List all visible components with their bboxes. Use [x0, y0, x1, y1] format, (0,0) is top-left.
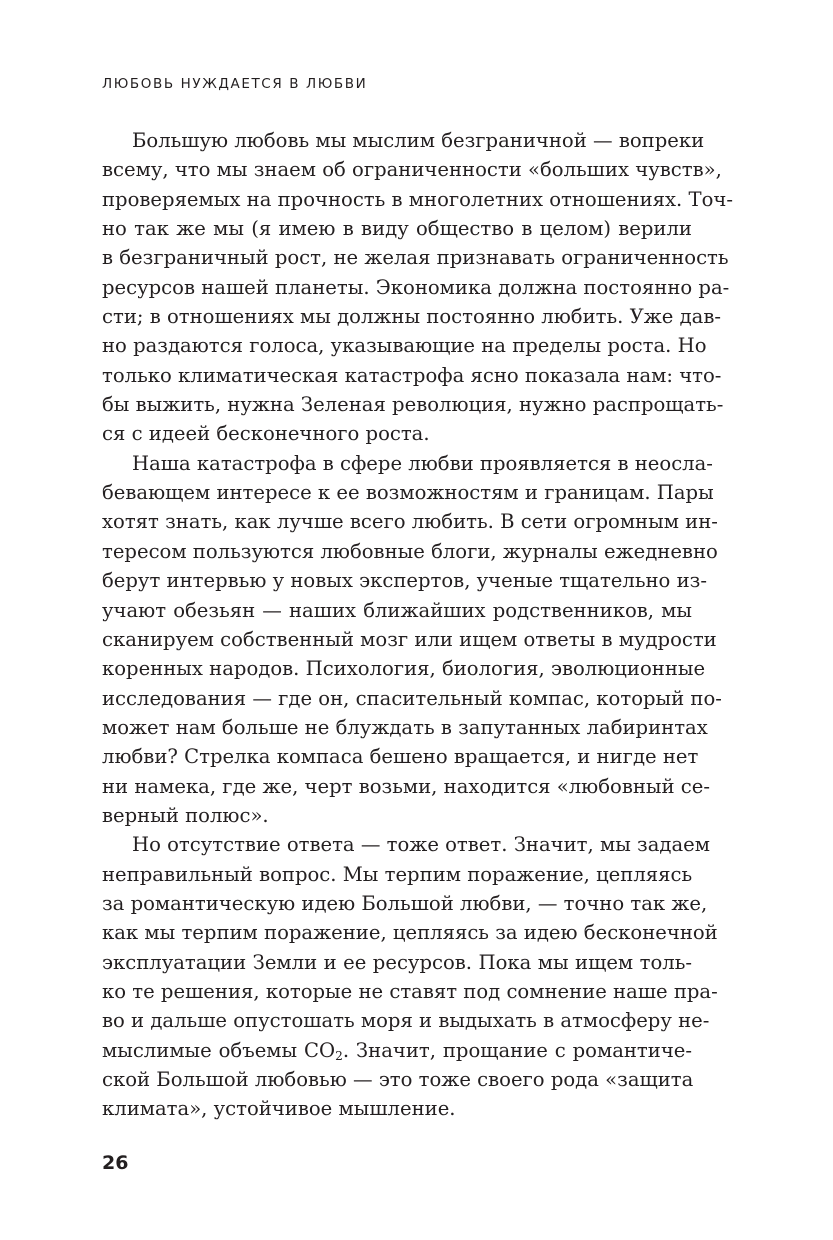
- text-line: эксплуатации Земли и ее ресурсов. Пока мы ищем толь-: [102, 950, 692, 974]
- text-line: Большую любовь мы мыслим безграничной — вопреки: [132, 129, 705, 152]
- text-line: только климатическая катастрофа ясно показала нам: что-: [102, 363, 722, 387]
- text-line: ской Большой любовью — это тоже своего рода «защита: [102, 1068, 694, 1091]
- text-fragment: . Значит, прощание с романтиче-: [342, 1038, 693, 1062]
- text-line: бевающем интересе к ее возможностям и границам. Пары: [102, 481, 714, 505]
- subscript-two: 2: [335, 1048, 343, 1063]
- paragraph-2: [102, 449, 722, 830]
- text-line: в безграничный рост, не желая признавать ограниченность: [102, 246, 729, 270]
- text-line: всему, что мы знаем об ограниченности «больших чувств»,: [102, 158, 722, 182]
- text-line-co2: [102, 1036, 692, 1065]
- paragraph-3: [102, 830, 718, 1123]
- text-line: бы выжить, нужна Зеленая революция, нужно распрощать-: [102, 393, 724, 417]
- text-line: климата», устойчивое мышление.: [102, 1097, 456, 1121]
- text-line: Наша катастрофа в сфере любви проявляется в неосла-: [132, 451, 713, 475]
- text-line: хотят знать, как лучше всего любить. В сети огромным ин-: [102, 510, 718, 534]
- text-fragment: мыслимые объемы CO: [102, 1038, 336, 1062]
- text-line: сканируем собственный мозг или ищем ответы в мудрости: [102, 627, 717, 651]
- text-line: любви? Стрелка компаса бешено вращается, и нигде нет: [102, 745, 699, 769]
- text-line: ресурсов нашей планеты. Экономика должна постоянно ра-: [102, 275, 730, 299]
- text-line: коренных народов. Психология, биология, эволюционные: [102, 657, 706, 681]
- text-line: ко те решения, которые не ставят под сомнение наше пра-: [102, 979, 718, 1003]
- text-line: как мы терпим поражение, цепляясь за идею бесконечной: [102, 921, 718, 945]
- text-line: неправильный вопрос. Мы терпим поражение, цепляясь: [102, 862, 693, 886]
- text-line: исследования — где он, спасительный компас, который по-: [102, 686, 722, 710]
- page-number: 26: [102, 1152, 129, 1174]
- text-line: но так же мы (я имею в виду общество в целом) верили: [102, 217, 692, 241]
- text-line: за романтическую идею Большой любви, — точно так же,: [102, 891, 708, 915]
- body-text: [102, 126, 733, 1124]
- text-line: берут интервью у новых экспертов, ученые тщательно из-: [102, 569, 707, 593]
- text-line: проверяемых на прочность в многолетних отношениях. Точ-: [102, 187, 733, 211]
- text-line: сти; в отношениях мы должны постоянно любить. Уже дав-: [102, 305, 722, 329]
- text-line: верный полюс».: [102, 803, 269, 827]
- text-line: Но отсутствие ответа — тоже ответ. Значит, мы задаем: [132, 833, 710, 857]
- text-line: во и дальше опустошать моря и выдыхать в атмосферу не-: [102, 1009, 710, 1033]
- paragraph-1: [102, 126, 733, 449]
- text-line: ни намека, где же, черт возьми, находится «любовный се-: [102, 774, 710, 798]
- text-line: но раздаются голоса, указывающие на пределы роста. Но: [102, 334, 707, 358]
- text-line: тересом пользуются любовные блоги, журналы ежедневно: [102, 539, 718, 563]
- text-line: может нам больше не блуждать в запутанных лабиринтах: [102, 715, 708, 739]
- text-line: учают обезьян — наших ближайших родственников, мы: [102, 598, 692, 622]
- running-head: ЛЮБОВЬ НУЖДАЕТСЯ В ЛЮБВИ: [102, 76, 368, 92]
- text-line: ся с идеей бесконечного роста.: [102, 422, 430, 446]
